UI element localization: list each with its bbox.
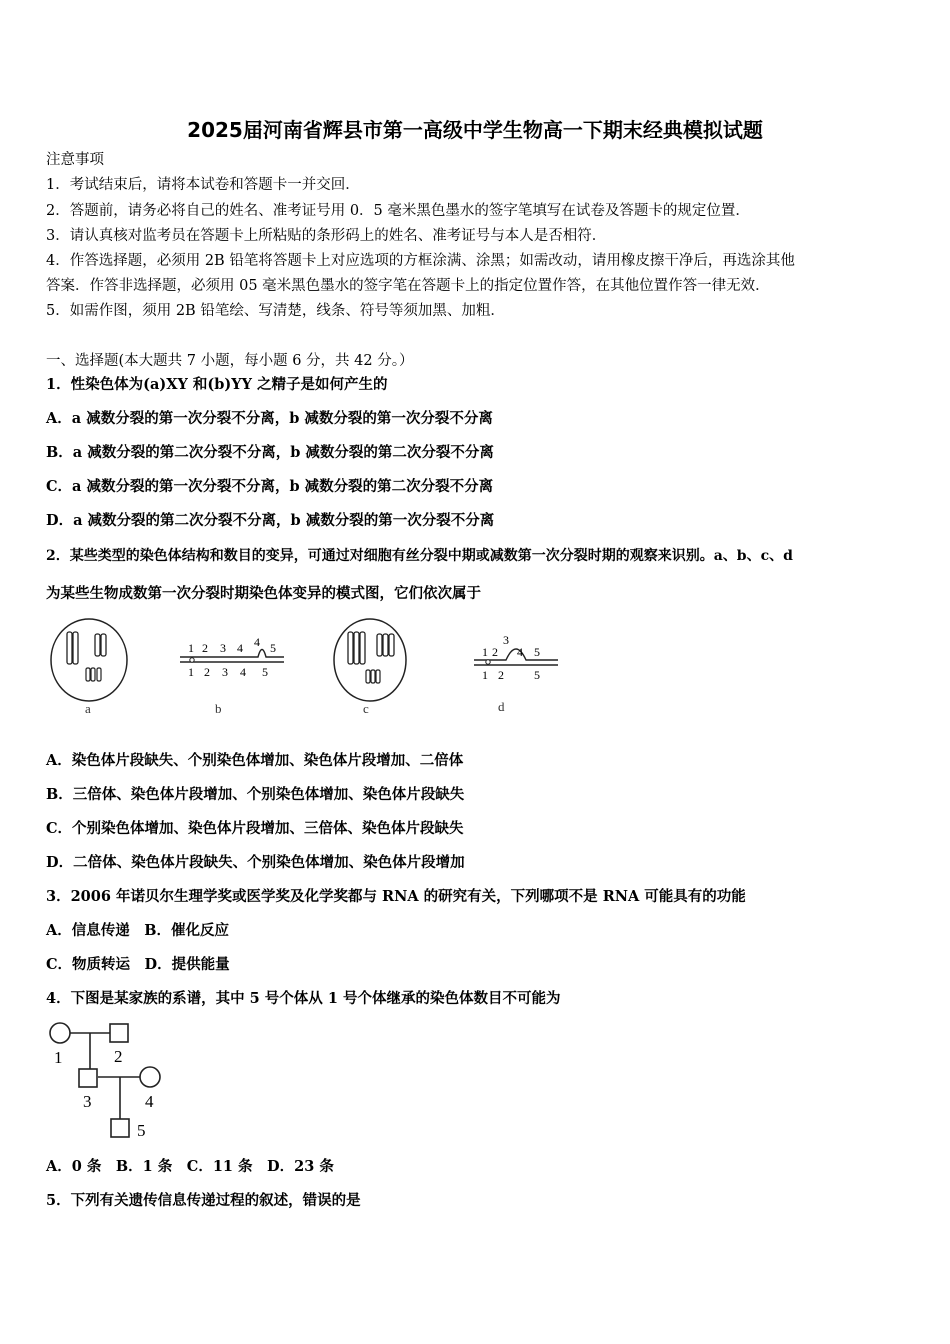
- notice-item: 5．如需作图，须用 2B 铅笔绘、写清楚，线条、符号等须加黑、加粗．: [46, 303, 505, 319]
- notice-item: 答案．作答非选择题，必须用 05 毫米黑色墨水的签字笔在答题卡上的指定位置作答，在其他位置作答一律无效．: [46, 278, 770, 294]
- question-3-options-row-2: C．物质转运 D．提供能量: [46, 956, 230, 973]
- figure-c-cell: [334, 619, 406, 701]
- pedigree-male-5: [111, 1119, 129, 1137]
- figure-b-top-label: 5: [270, 641, 276, 655]
- figure-b-bottom-label: 5: [262, 665, 268, 679]
- pedigree-label: 1: [54, 1048, 63, 1067]
- pedigree-label: 3: [83, 1092, 92, 1111]
- notice-item: 4．作答选择题，必须用 2B 铅笔将答题卡上对应选项的方框涂满、涂黑；如需改动，请用橡皮擦干净后，再选涂其他: [46, 253, 795, 269]
- question-1-option-c: C．a 减数分裂的第一次分裂不分离，b 减数分裂的第二次分裂不分离: [46, 478, 494, 495]
- question-4-stem: 4．下图是某家族的系谱，其中 5 号个体从 1 号个体继承的染色体数目不可能为: [46, 990, 561, 1007]
- question-2-option-d: D．二倍体、染色体片段缺失、个别染色体增加、染色体片段增加: [46, 854, 465, 871]
- figure-a-cell: [51, 619, 127, 701]
- notice-heading: 注意事项: [46, 152, 104, 168]
- figure-c-label: c: [363, 701, 369, 716]
- section-heading: 一、选择题(本大题共 7 小题，每小题 6 分，共 42 分。）: [46, 353, 414, 369]
- pedigree-female-4: [140, 1067, 160, 1087]
- figure-b-bottom-label: 3: [222, 665, 228, 679]
- figure-d-bottom-label: 1: [482, 668, 488, 682]
- figure-b-label: b: [215, 701, 222, 716]
- question-1-option-b: B．a 减数分裂的第二次分裂不分离，b 减数分裂的第二次分裂不分离: [46, 444, 494, 461]
- figure-b-top-label: 4: [254, 635, 260, 649]
- question-3-options-row-1: A．信息传递 B．催化反应: [46, 922, 230, 939]
- question-1-option-d: D．a 减数分裂的第二次分裂不分离，b 减数分裂的第一次分裂不分离: [46, 512, 495, 529]
- figure-d-top-label: 5: [534, 645, 540, 659]
- figure-b-bottom-label: 2: [204, 665, 210, 679]
- figure-d-top-label: 3: [503, 633, 509, 647]
- pedigree-label: 4: [145, 1092, 154, 1111]
- figure-b-chromosome-pair: [180, 650, 284, 663]
- figure-b-top-label: 4: [237, 641, 243, 655]
- notice-item: 1．考试结束后，请将本试卷和答题卡一并交回．: [46, 177, 360, 193]
- chromosome-variation-figure: [40, 612, 580, 722]
- question-2-option-c: C．个别染色体增加、染色体片段增加、三倍体、染色体片段缺失: [46, 820, 464, 837]
- pedigree-label: 2: [114, 1047, 123, 1066]
- figure-d-bottom-label: 2: [498, 668, 504, 682]
- pedigree-male-2: [110, 1024, 128, 1042]
- figure-d-top-label: 2: [492, 645, 498, 659]
- pedigree-label: 5: [137, 1121, 146, 1140]
- notice-item: 2．答题前，请务必将自己的姓名、准考证号用 0．5 毫米黑色墨水的签字笔填写在试卷及答题卡的规定位置．: [46, 203, 750, 219]
- figure-b-bottom-label: 1: [188, 665, 194, 679]
- question-2-option-a: A．染色体片段缺失、个别染色体增加、染色体片段增加、二倍体: [46, 752, 464, 769]
- question-2-stem-cont: 为某些生物成数第一次分裂时期染色体变异的模式图，它们依次属于: [46, 585, 481, 602]
- pedigree-female-1: [50, 1023, 70, 1043]
- figure-b-top-label: 1: [188, 641, 194, 655]
- figure-b-top-label: 3: [220, 641, 226, 655]
- figure-d-bottom-label: 5: [534, 668, 540, 682]
- figure-d-top-label: 4: [517, 645, 523, 659]
- page-title: 2025届河南省辉县市第一高级中学生物高一下期末经典模拟试题: [187, 118, 763, 142]
- question-5-stem: 5．下列有关遗传信息传递过程的叙述，错误的是: [46, 1192, 361, 1209]
- pedigree-male-3: [79, 1069, 97, 1087]
- question-3-stem: 3．2006 年诺贝尔生理学奖或医学奖及化学奖都与 RNA 的研究有关，下列哪项不是 RNA 可能具有的功能: [46, 888, 746, 905]
- question-2-option-b: B．三倍体、染色体片段增加、个别染色体增加、染色体片段缺失: [46, 786, 465, 803]
- question-4-options: A．0 条 B．1 条 C．11 条 D．23 条: [46, 1158, 334, 1175]
- question-1-stem: 1．性染色体为(a)XY 和(b)YY 之精子是如何产生的: [46, 376, 388, 393]
- pedigree-chart: [40, 1016, 180, 1146]
- question-1-option-a: A．a 减数分裂的第一次分裂不分离，b 减数分裂的第一次分裂不分离: [46, 410, 493, 427]
- figure-d-label: d: [498, 699, 505, 714]
- figure-b-bottom-label: 4: [240, 665, 246, 679]
- question-2-stem: 2．某些类型的染色体结构和数目的变异，可通过对细胞有丝分裂中期或减数第一次分裂时期的观察来识别。a、b、c、d: [46, 548, 793, 564]
- notice-item: 3．请认真核对监考员在答题卡上所粘贴的条形码上的姓名、准考证号与本人是否相符．: [46, 228, 607, 244]
- figure-a-label: a: [85, 701, 91, 716]
- figure-b-top-label: 2: [202, 641, 208, 655]
- figure-d-top-label: 1: [482, 645, 488, 659]
